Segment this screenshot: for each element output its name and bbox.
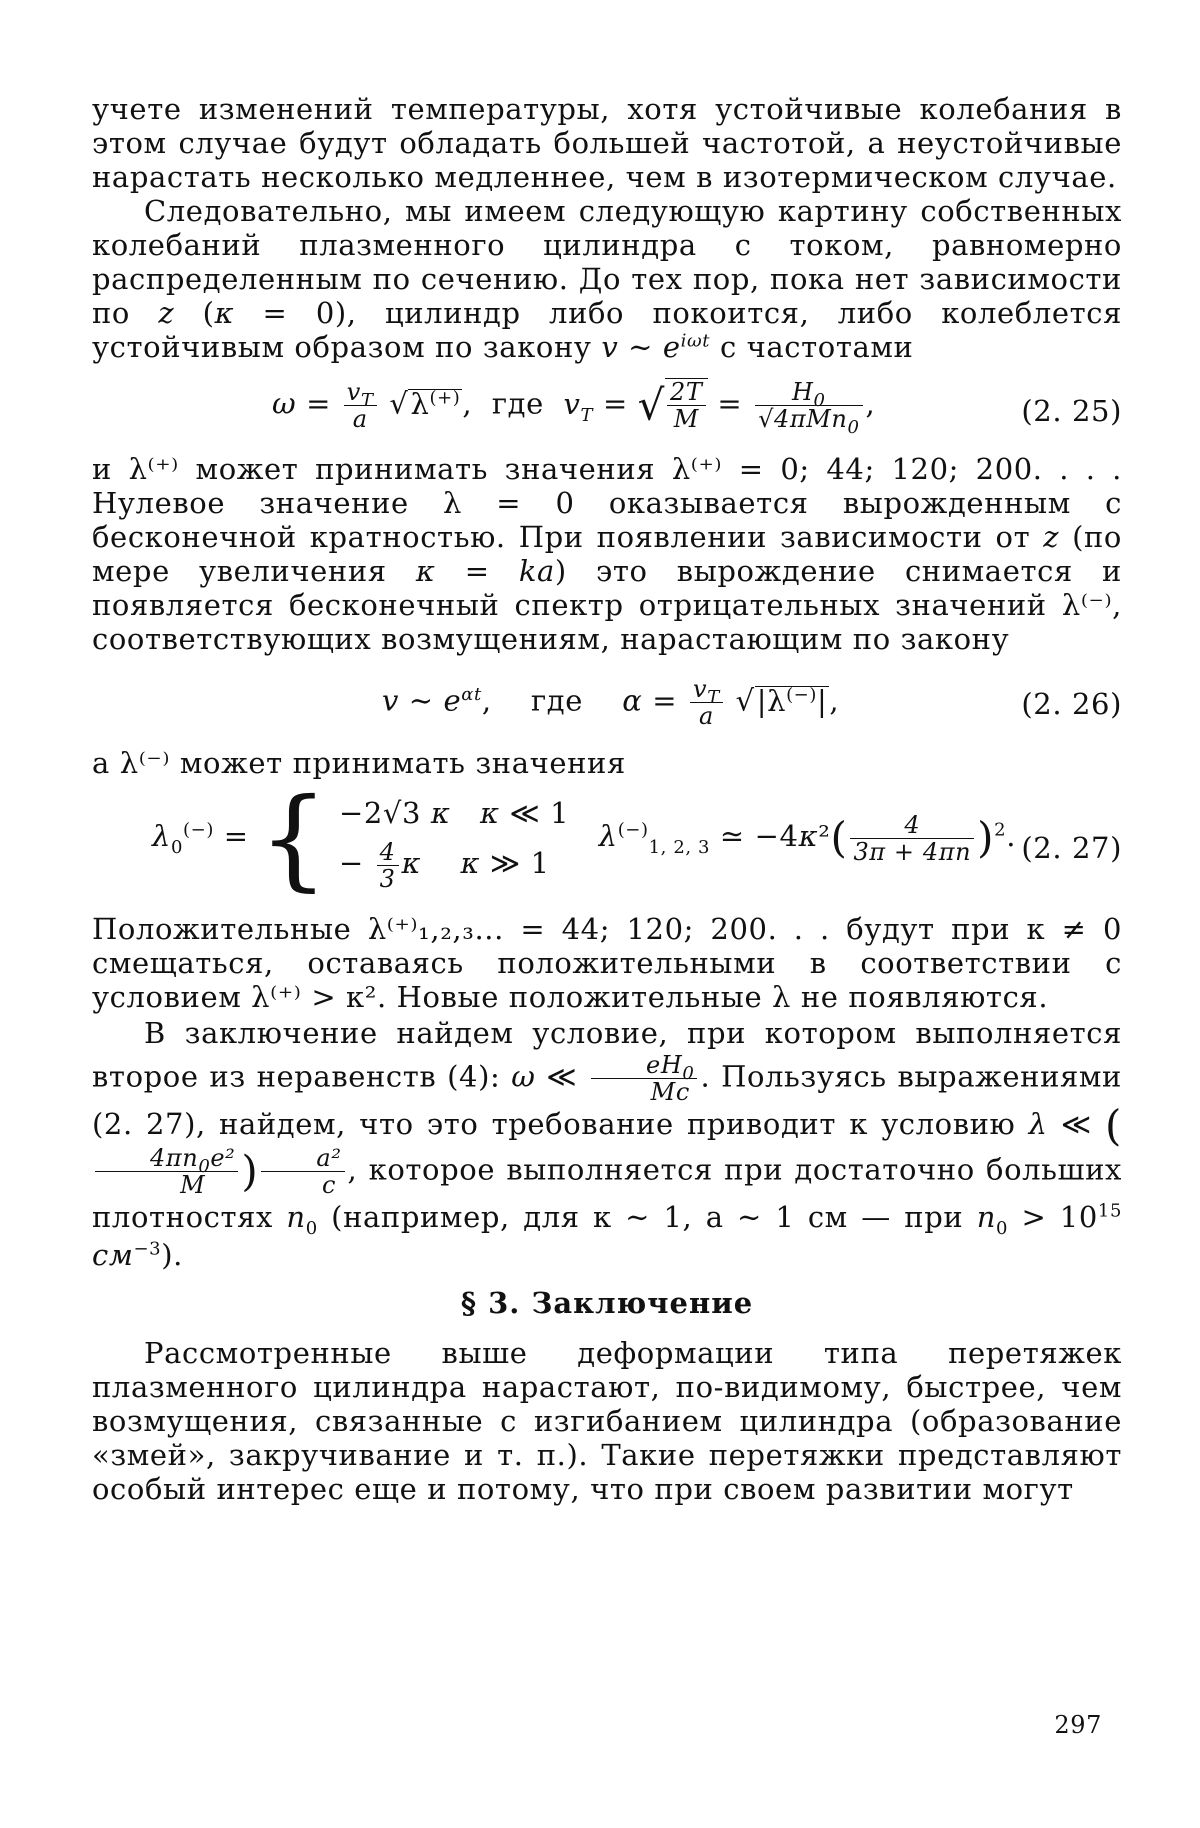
paragraph-4: а λ⁽⁻⁾ может принимать значения bbox=[92, 746, 626, 780]
paragraph-1: учете изменений температуры, хотя устойчивые колебания в этом случае будут обладать большей частотой, а неустойчивые нарастать несколько медленнее, чем в изотермическом случае. bbox=[92, 92, 1122, 194]
equation-2-26: v ∼ $e^{\alpha t}$, где α = $\frac{v_T}{a}$ √|λ(−)|, (2. 26) bbox=[382, 675, 1122, 730]
paragraph-2: Следовательно, мы имеем следующую картину собственных колебаний плазменного цилиндра с током, равномерно распределенным по сечению. До тех пор, пока нет зависимости по z (κ = 0), цилиндр либо покоится, либо колеблется устойчивым образом по закону v ∼ $e^{i\omega t}$ с частотами bbox=[92, 194, 1122, 364]
equation-number: (2. 27) bbox=[1021, 831, 1122, 865]
paragraph-3: и λ⁽⁺⁾ может принимать значения λ⁽⁺⁾ = 0; 44; 120; 200. . . . Нулевое значение λ = 0 оказывается вырожденным с бесконечной кратностью. При появлении зависимости от z (по мере увеличения κ = ka) это вырождение снимается и появляется бесконечный спектр отрицательных значений λ⁽⁻⁾, соответствующих возмущениям, нарастающим по закону bbox=[92, 452, 1122, 656]
page-number: 297 bbox=[1054, 1711, 1102, 1739]
paragraph-7: Рассмотренные выше деформации типа перетяжек плазменного цилиндра нарастают, по-видимому, быстрее, чем возмущения, связанные с изгибанием цилиндра (образование «змей», закручивание и т. п.). Такие перетяжки представляют особый интерес еще и потому, что при своем развитии могут bbox=[92, 1336, 1122, 1506]
equation-2-25: ω = $\frac{v_T}{a}$ √λ(+), где $v_T$ = √ $\frac{2T}{M}$ = $\frac{H_0}{√4\pi Mn_0}$ , (2. 25) bbox=[272, 378, 1122, 438]
equation-number: (2. 25) bbox=[1021, 394, 1122, 428]
equation-2-27: $\lambda_0^{(-)}$ = { −2√3 κ κ ≪ 1 − $\frac{4}{3}$ κ κ ≫ 1 $\lambda^{(-)}_{1, 2, 3}$ ≃ −4κ²( $\frac{4}{3\pi + 4\pi n}$ )$^2$. (2. 27) bbox=[152, 774, 1122, 902]
paragraph-6: В заключение найдем условие, при котором выполняется второе из неравенств (4): ω ≪ $\frac{eH_0}{Mc}$ . Пользуясь выражениями (2. 27), найдем, что это требование приводит к условию λ ≪ ( $\frac{4\pi n_0e^2}{M}$ ) $\frac{\text{a²}}{c}$ , которое выполняется при достаточно больших плотностях $n_0$ (например, для κ ∼ 1, a ∼ 1 см — при $n_0 > 10^{15}$ $см^{-3}$). bbox=[92, 1016, 1122, 1272]
page-body bbox=[92, 92, 1122, 1739]
paragraph-5: Положительные λ⁽⁺⁾₁,₂,₃... = 44; 120; 200. . . будут при κ ≠ 0 смещаться, оставаясь положительными в соответствии с условием λ⁽⁺⁾ > κ². Новые положительные λ не появляются. bbox=[92, 912, 1122, 1014]
section-heading: § 3. Заключение bbox=[460, 1286, 754, 1320]
equation-number: (2. 26) bbox=[1021, 687, 1122, 721]
